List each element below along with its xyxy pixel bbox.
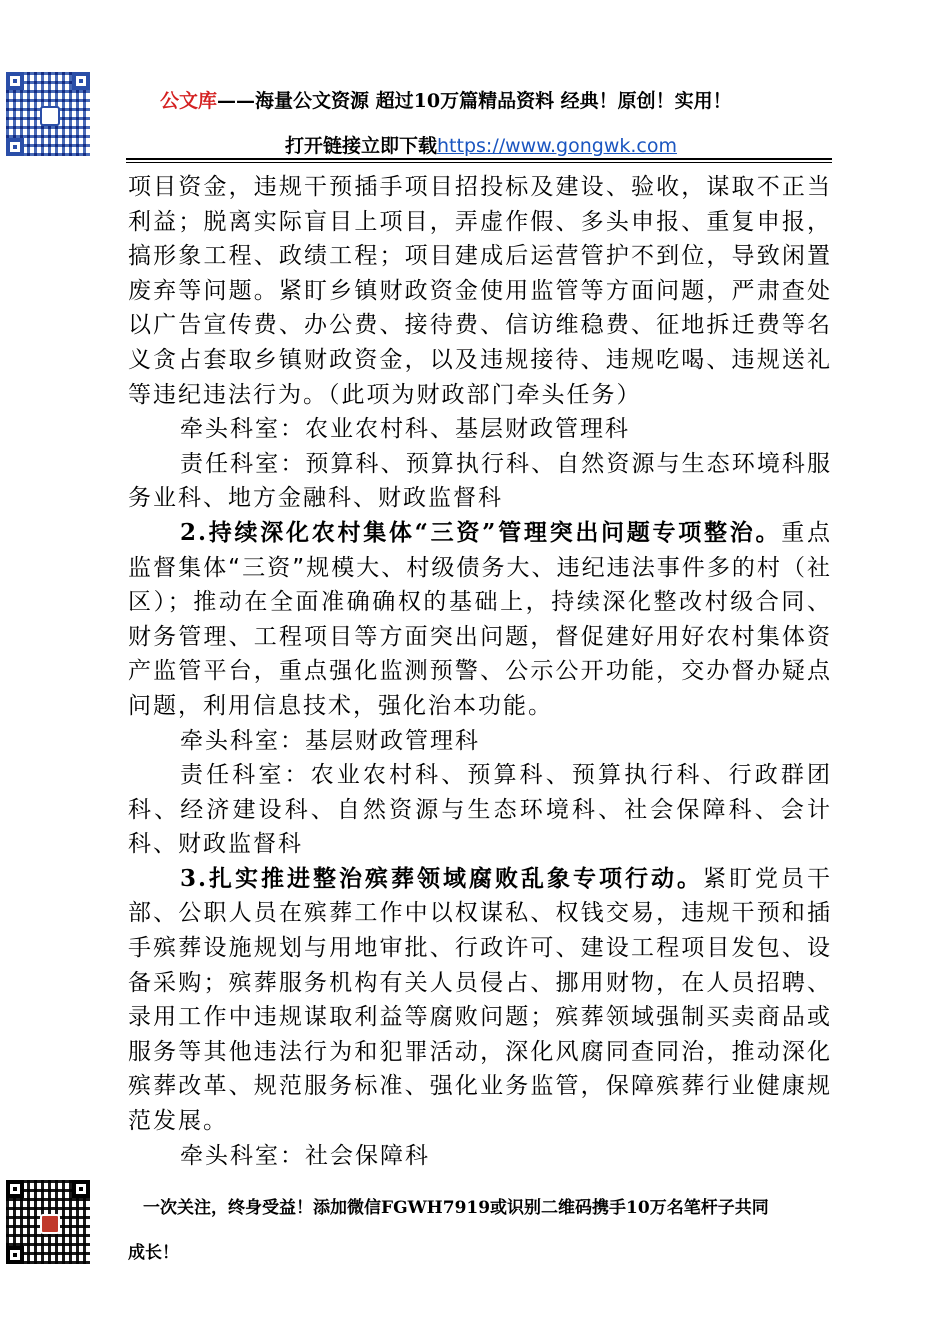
- lead-office: 牵头科室：农业农村科、基层财政管理科: [180, 416, 630, 443]
- qr-code-icon[interactable]: [6, 1180, 90, 1264]
- document-body: [128, 170, 832, 1173]
- qr-finder-icon: [6, 1180, 24, 1198]
- brand-name: 公文库: [160, 90, 218, 112]
- header-divider-thin: [126, 162, 832, 163]
- responsible-offices: 责任科室：农业农村科、预算科、预算执行科、行政群团科、经济建设科、自然资源与生态环境科、社会保障科、会计科、财政监督科: [128, 762, 832, 858]
- download-link[interactable]: https://www.gongwk.com: [437, 135, 677, 157]
- lead-office: 牵头科室：基层财政管理科: [180, 727, 480, 754]
- header-slogan: [160, 86, 732, 113]
- section-text: 重点监督集体“三资”规模大、村级债务大、违纪违法事件多的村（社区）；推动在全面准确确权的基础上，持续深化整改村级合同、财务管理、工程项目等方面突出问题，督促建好用好农村集体资产监管平台，重点强化监测预警、公示公开功能，交办督办疑点问题，利用信息技术，强化治本功能。: [128, 519, 832, 719]
- section-item-3: [128, 862, 832, 1139]
- qr-finder-icon: [72, 72, 90, 90]
- download-prefix: 打开链接立即下载: [285, 135, 438, 157]
- section-heading: 3.扎实推进整治殡葬领域腐败乱象专项行动。: [180, 864, 703, 892]
- qr-code-icon[interactable]: [6, 72, 90, 156]
- header-divider: [126, 158, 832, 160]
- download-line: [285, 131, 677, 158]
- section-text: 紧盯党员干部、公职人员在殡葬工作中以权谋私、权钱交易，违规干预和插手殡葬设施规划与用地审批、行政许可、建设工程项目发包、设备采购；殡葬服务机构有关人员侵占、挪用财物，在人员招聘、录用工作中违规谋取利益等腐败问题；殡葬领域强制买卖商品或服务等其他违法行为和犯罪活动，深化风腐同查同治，推动深化殡葬改革、规范服务标准、强化业务监管，保障殡葬行业健康规范发展。: [128, 865, 832, 1135]
- qr-finder-icon: [6, 72, 24, 90]
- qr-logo-icon: [40, 1214, 60, 1234]
- qr-logo-icon: [40, 106, 60, 126]
- qr-finder-icon: [6, 1246, 24, 1264]
- footer-text-continued: 成长！: [128, 1243, 179, 1263]
- lead-office: 牵头科室：社会保障科: [180, 1142, 430, 1169]
- paragraph: 项目资金，违规干预插手项目招投标及建设、验收，谋取不正当利益；脱离实际盲目上项目，弄虚作假、多头申报、重复申报，搞形象工程、政绩工程；项目建成后运营管护不到位，导致闲置废弃等问题。紧盯乡镇财政资金使用监管等方面问题，严肃查处以广告宣传费、办公费、接待费、信访维稳费、征地拆迁费等名义贪占套取乡镇财政资金，以及违规接待、违规吃喝、违规送礼等违纪违法行为。（此项为财政部门牵头任务）: [128, 174, 832, 408]
- qr-finder-icon: [72, 1180, 90, 1198]
- slogan-text: ——海量公文资源 超过10万篇精品资料 经典！原创！实用！: [217, 90, 732, 112]
- footer-text: 一次关注，终身受益！添加微信FGWH7919或识别二维码携手10万名笔杆子共同: [143, 1198, 769, 1218]
- qr-finder-icon: [6, 138, 24, 156]
- section-item-2: [128, 516, 832, 724]
- responsible-offices: 责任科室：预算科、预算执行科、自然资源与生态环境科服务业科、地方金融科、财政监督科: [128, 450, 832, 512]
- section-heading: 2.持续深化农村集体“三资”管理突出问题专项整治。: [180, 518, 782, 546]
